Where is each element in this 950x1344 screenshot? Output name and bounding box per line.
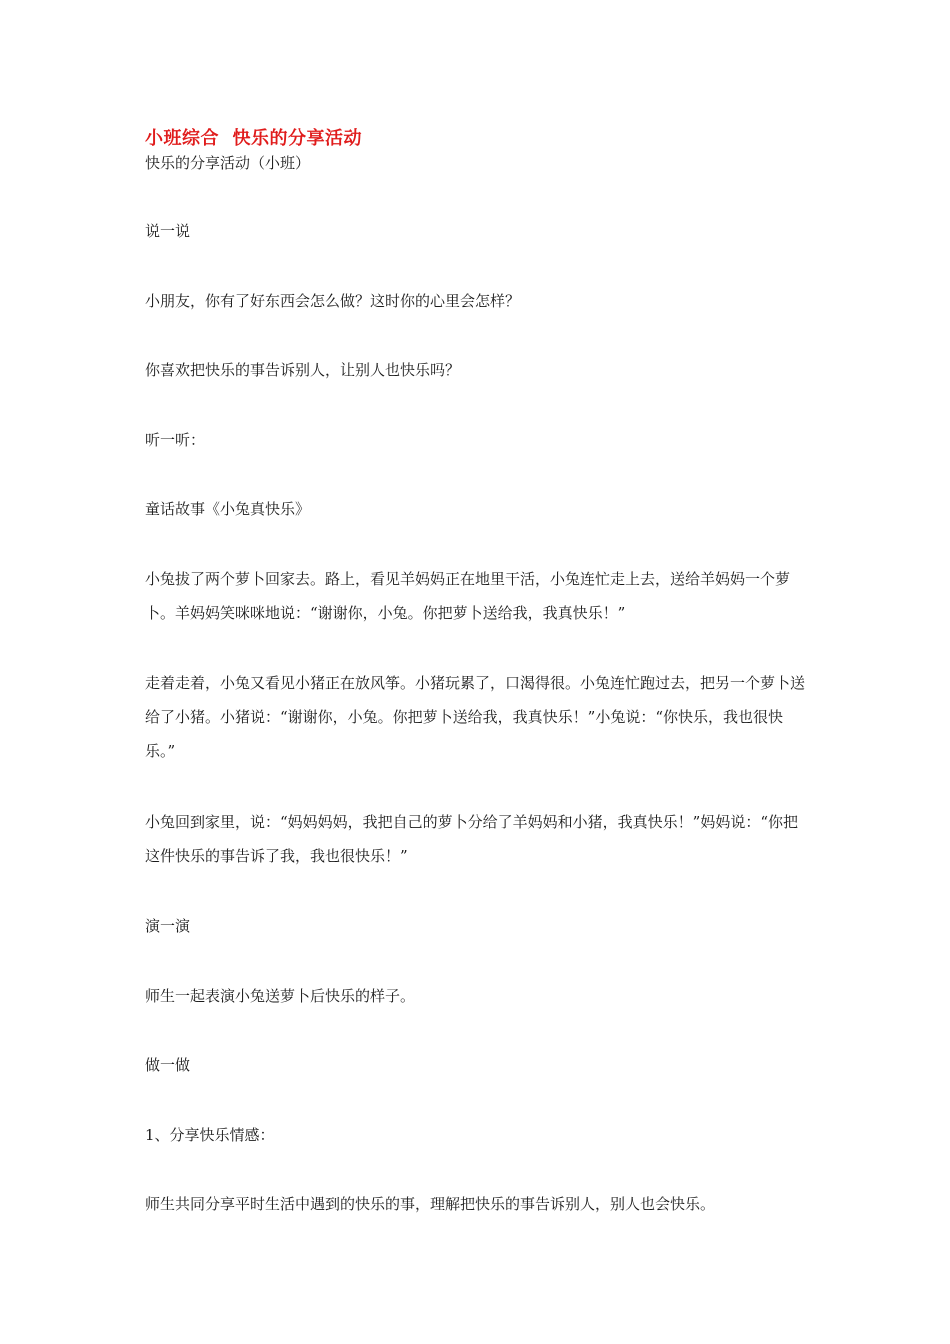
section-heading-act: 演一演: [145, 917, 191, 935]
document-subtitle: 快乐的分享活动（小班）: [145, 154, 311, 172]
section-heading-say: 说一说: [145, 222, 191, 240]
section-heading-listen: 听一听：: [145, 431, 206, 449]
story-paragraph: 走着走着，小兔又看见小猪正在放风筝。小猪玩累了，口渴得很。小兔连忙跑过去，把另一个萝卜送给了小猪。小猪说：“谢谢你，小兔。你把萝卜送给我，我真快乐！”小兔说：“你快乐，我也很快乐。”: [145, 674, 806, 760]
section-heading-do: 做一做: [145, 1056, 191, 1074]
document-title: 小班综合 快乐的分享活动: [145, 128, 363, 149]
paragraph: 你喜欢把快乐的事告诉别人，让别人也快乐吗？: [145, 361, 461, 379]
story-paragraph: 小兔回到家里，说：“妈妈妈妈，我把自己的萝卜分给了羊妈妈和小猪，我真快乐！”妈妈说：“你把这件快乐的事告诉了我，我也很快乐！”: [145, 813, 799, 865]
paragraph: 师生共同分享平时生活中遇到的快乐的事，理解把快乐的事告诉别人，别人也会快乐。: [145, 1195, 716, 1213]
paragraph: 小朋友，你有了好东西会怎么做？这时你的心里会怎样？: [145, 292, 521, 310]
story-paragraph: 小兔拔了两个萝卜回家去。路上，看见羊妈妈正在地里干活，小兔连忙走上去，送给羊妈妈一个萝卜。羊妈妈笑咪咪地说：“谢谢你，小兔。你把萝卜送给我，我真快乐！”: [145, 570, 791, 622]
activity-heading: 1、分享快乐情感：: [145, 1126, 275, 1144]
paragraph: 师生一起表演小兔送萝卜后快乐的样子。: [145, 987, 416, 1005]
story-title: 童话故事《小兔真快乐》: [145, 500, 311, 518]
